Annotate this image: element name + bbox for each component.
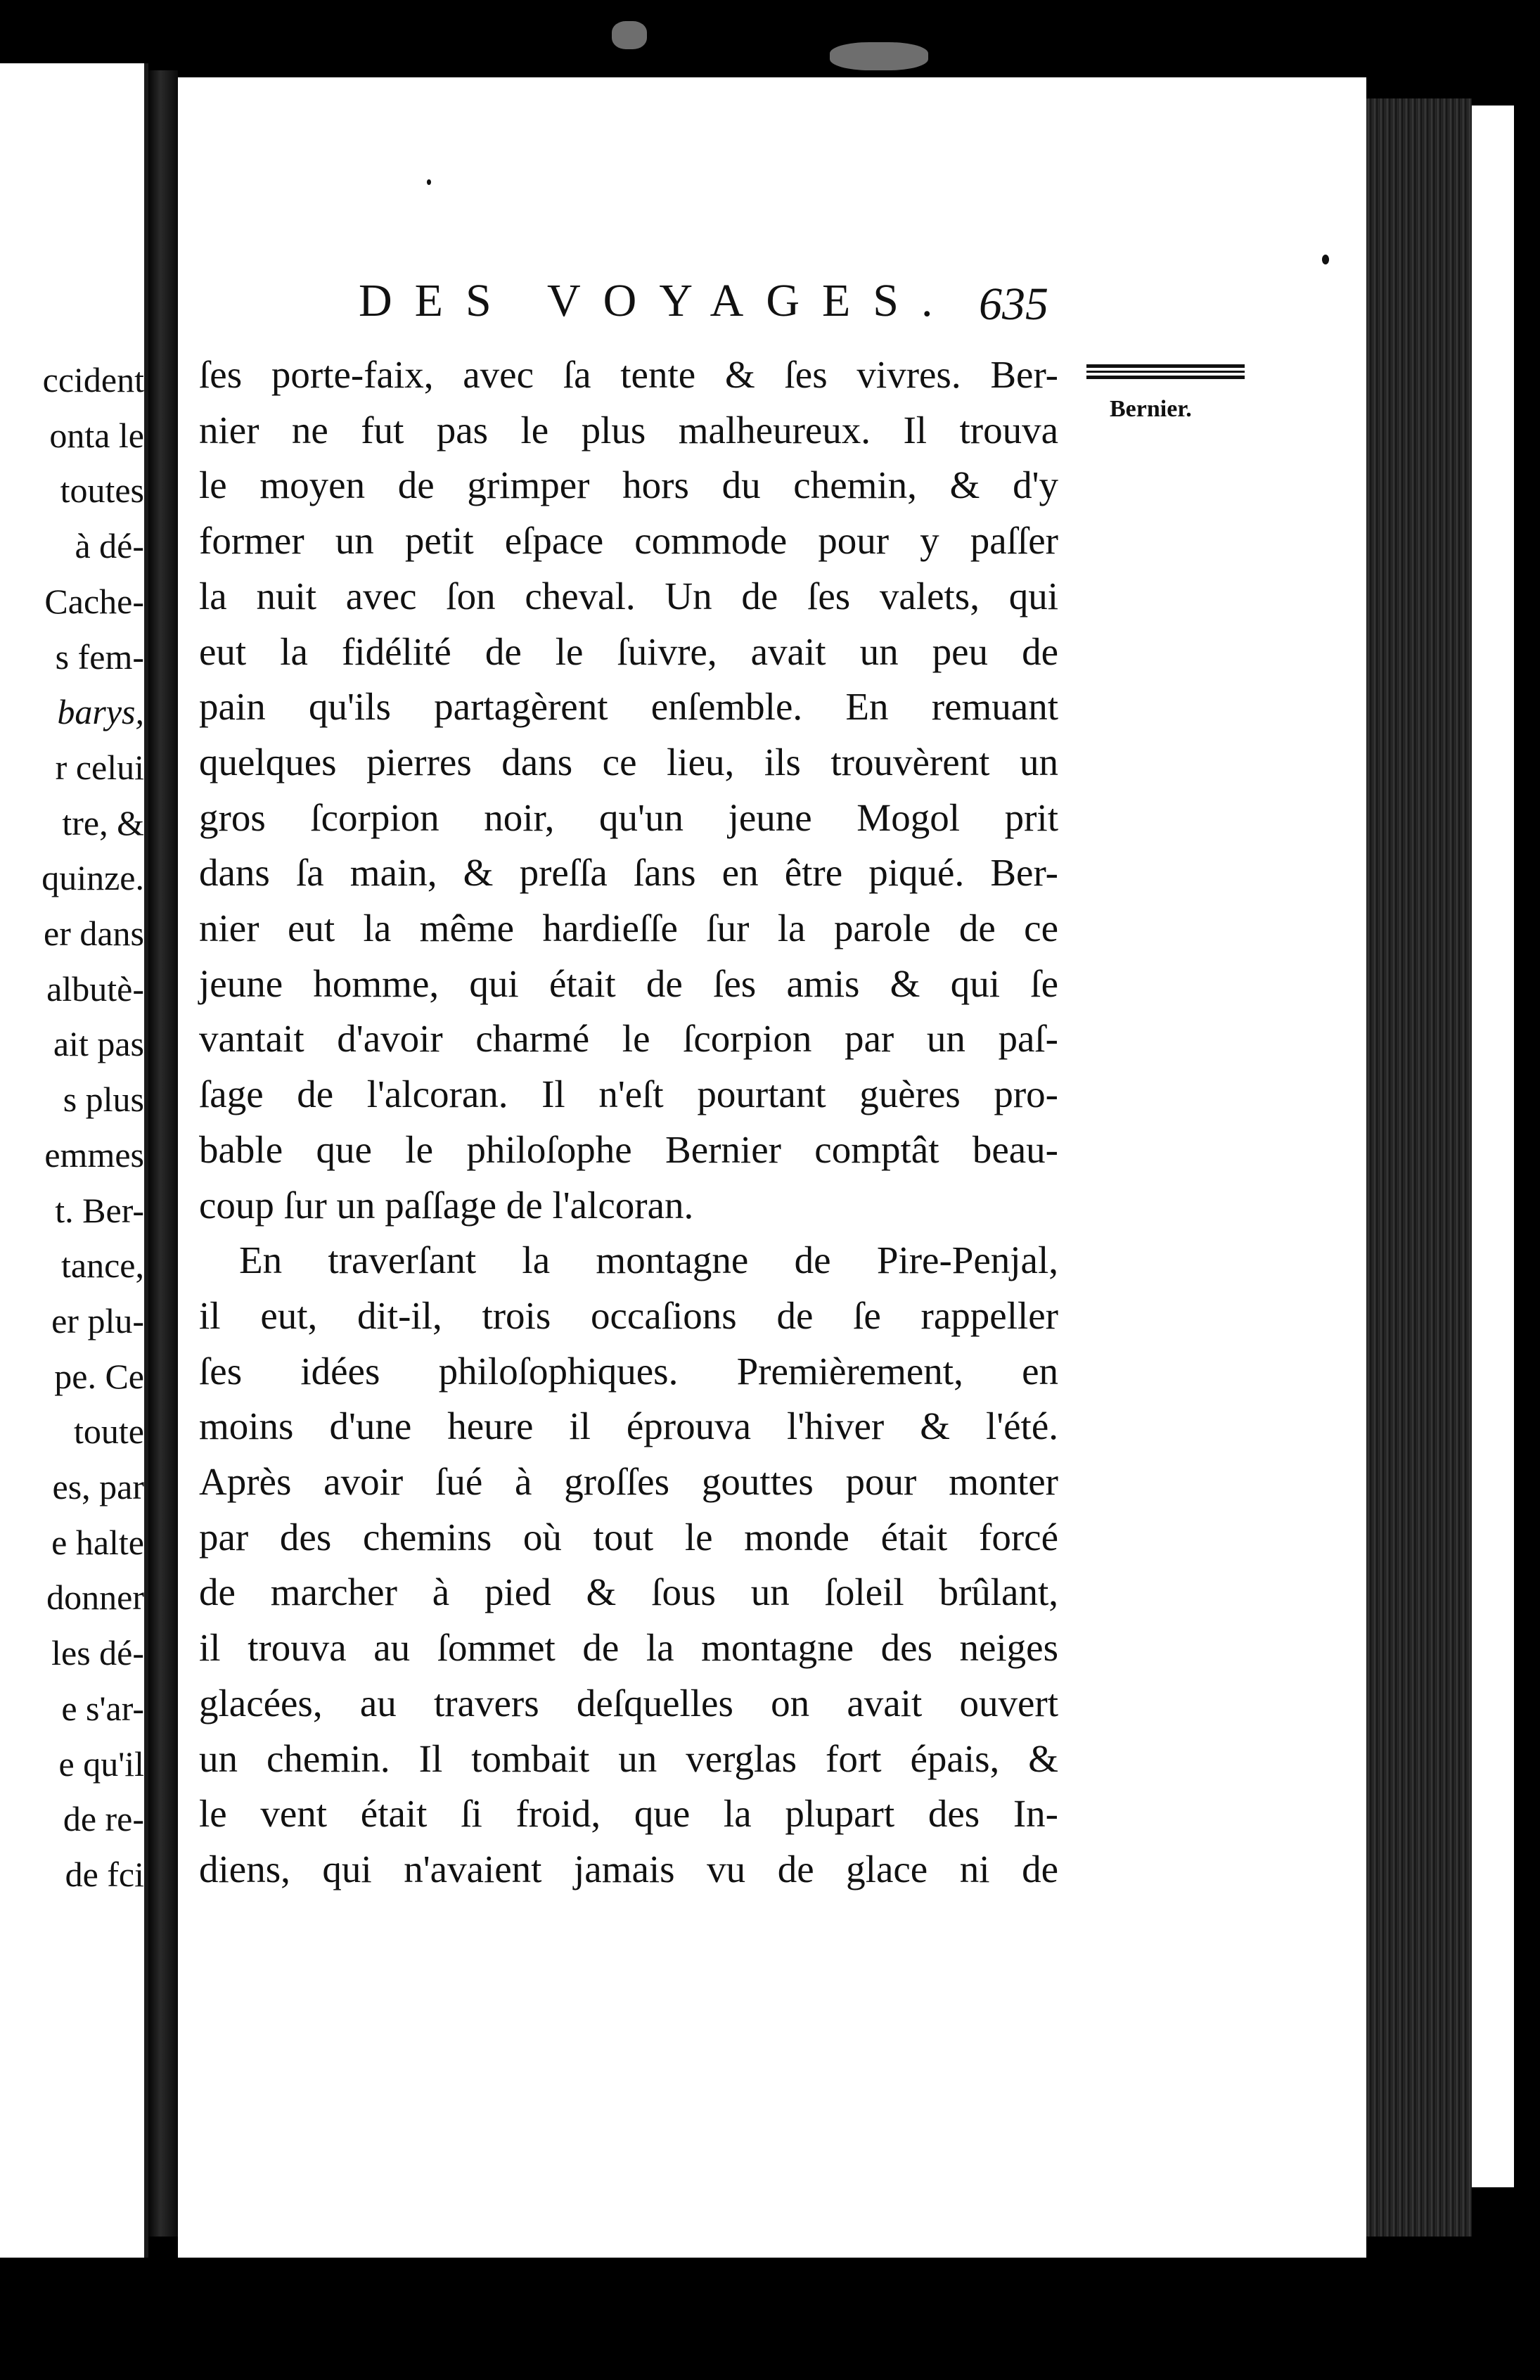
left-page-line: de re- [63, 1799, 144, 1839]
text-line: la nuit avec ſon cheval. Un de ſes valets, qui [199, 574, 1058, 618]
text-line: ſes porte-faix, avec ſa tente & ſes vivres. Ber- [199, 353, 1058, 396]
scan-speck [427, 179, 431, 185]
left-page-line: ait pas [53, 1024, 144, 1064]
text-line: glacées, au travers deſquelles on avait ouvert [199, 1681, 1058, 1725]
left-page-line: toute [74, 1412, 144, 1452]
text-line: coup ſur un paſſage de l'alcoran. [199, 1183, 694, 1227]
text-line: pain qu'ils partagèrent enſemble. En remuant [199, 685, 1058, 729]
left-page-line: er dans [44, 914, 144, 953]
text-line: il eut, dit-il, trois occaſions de ſe rappeller [199, 1293, 1058, 1337]
scan-speck [1322, 255, 1329, 264]
margin-rule [1086, 364, 1245, 368]
left-page-line: barys, [57, 692, 144, 732]
left-page-line: pe. Ce [54, 1356, 144, 1396]
text-line: diens, qui n'avaient jamais vu de glace ni de [199, 1847, 1058, 1890]
left-page-line: albutè- [46, 968, 144, 1009]
text-line: gros ſcorpion noir, qu'un jeune Mogol prit [199, 795, 1058, 839]
margin-note: Bernier. [1110, 396, 1192, 422]
left-page-line: quinze. [41, 858, 144, 898]
left-page-line: e qu'il [58, 1744, 144, 1784]
text-line: le vent était ſi froid, que la plupart des In- [199, 1792, 1058, 1836]
left-page-line: s fem- [55, 636, 144, 677]
text-line: le moyen de grimper hors du chemin, & d'y [199, 463, 1058, 507]
text-line: ſage de l'alcoran. Il n'eſt pourtant guères pro- [199, 1073, 1058, 1116]
left-page-line: les dé- [51, 1633, 144, 1673]
left-page-line: t. Ber- [55, 1190, 144, 1230]
text-line: nier eut la même hardieſſe ſur la parole de ce [199, 907, 1058, 949]
left-page-line: donner [46, 1578, 144, 1618]
left-page-line: er plu- [51, 1300, 144, 1341]
left-page-line: Cache- [44, 581, 144, 621]
left-page-line: es, par [52, 1467, 144, 1506]
left-page-line: ccident [42, 360, 144, 399]
text-line: de marcher à pied & ſous un ſoleil brûlant, [199, 1570, 1058, 1614]
text-line: eut la fidélité de le ſuivre, avait un peu de [199, 629, 1058, 673]
page-block-edge [1366, 98, 1472, 2237]
left-page-line: de fci [65, 1854, 144, 1894]
running-head: DES VOYAGES. [359, 275, 956, 326]
left-page-line: tance, [61, 1246, 144, 1286]
scan-artifact [612, 21, 647, 49]
left-page-line: e s'ar- [61, 1688, 144, 1728]
text-line: nier ne fut pas le plus malheureux. Il trouva [199, 408, 1058, 452]
text-line: former un petit eſpace commode pour y paſſer [199, 519, 1058, 563]
text-line: moins d'une heure il éprouva l'hiver & l'été. [199, 1405, 1058, 1448]
left-page-line: onta le [49, 415, 144, 455]
left-page-line: toutes [60, 471, 144, 511]
scan-artifact [830, 42, 928, 70]
text-line: vantait d'avoir charmé le ſcorpion par un paſ- [199, 1017, 1058, 1061]
left-page-line: emmes [44, 1134, 144, 1175]
margin-rule [1086, 376, 1245, 379]
text-line: ſes idées philoſophiques. Premièrement, en [199, 1349, 1058, 1393]
outer-page-strip [1472, 105, 1514, 2187]
text-line: quelques pierres dans ce lieu, ils trouvèrent un [199, 740, 1058, 783]
left-page-fragment [0, 63, 148, 2258]
left-page-line: à dé- [75, 526, 144, 566]
text-line: jeune homme, qui était de ſes amis & qui ſe [199, 961, 1058, 1005]
text-line: bable que le philoſophe Bernier comptât beau- [199, 1127, 1058, 1171]
text-line: Après avoir ſué à groſſes gouttes pour monter [199, 1460, 1058, 1503]
book-gutter [148, 70, 178, 2237]
margin-rule [1086, 371, 1245, 373]
text-line: En traverſant la montagne de Pire-Penjal, [239, 1239, 1058, 1282]
left-page-line: e halte [51, 1522, 144, 1562]
left-page-line: s plus [63, 1080, 144, 1120]
text-line: il trouva au ſommet de la montagne des neiges [199, 1626, 1058, 1670]
page-number: 635 [979, 279, 1048, 330]
text-line: par des chemins où tout le monde était forcé [199, 1515, 1058, 1559]
left-page-line: r celui [55, 747, 144, 787]
text-line: un chemin. Il tombait un verglas fort épais, & [199, 1736, 1058, 1780]
text-line: dans ſa main, & preſſa ſans en être piqué. Ber- [199, 851, 1058, 895]
left-page-line: tre, & [62, 802, 144, 843]
